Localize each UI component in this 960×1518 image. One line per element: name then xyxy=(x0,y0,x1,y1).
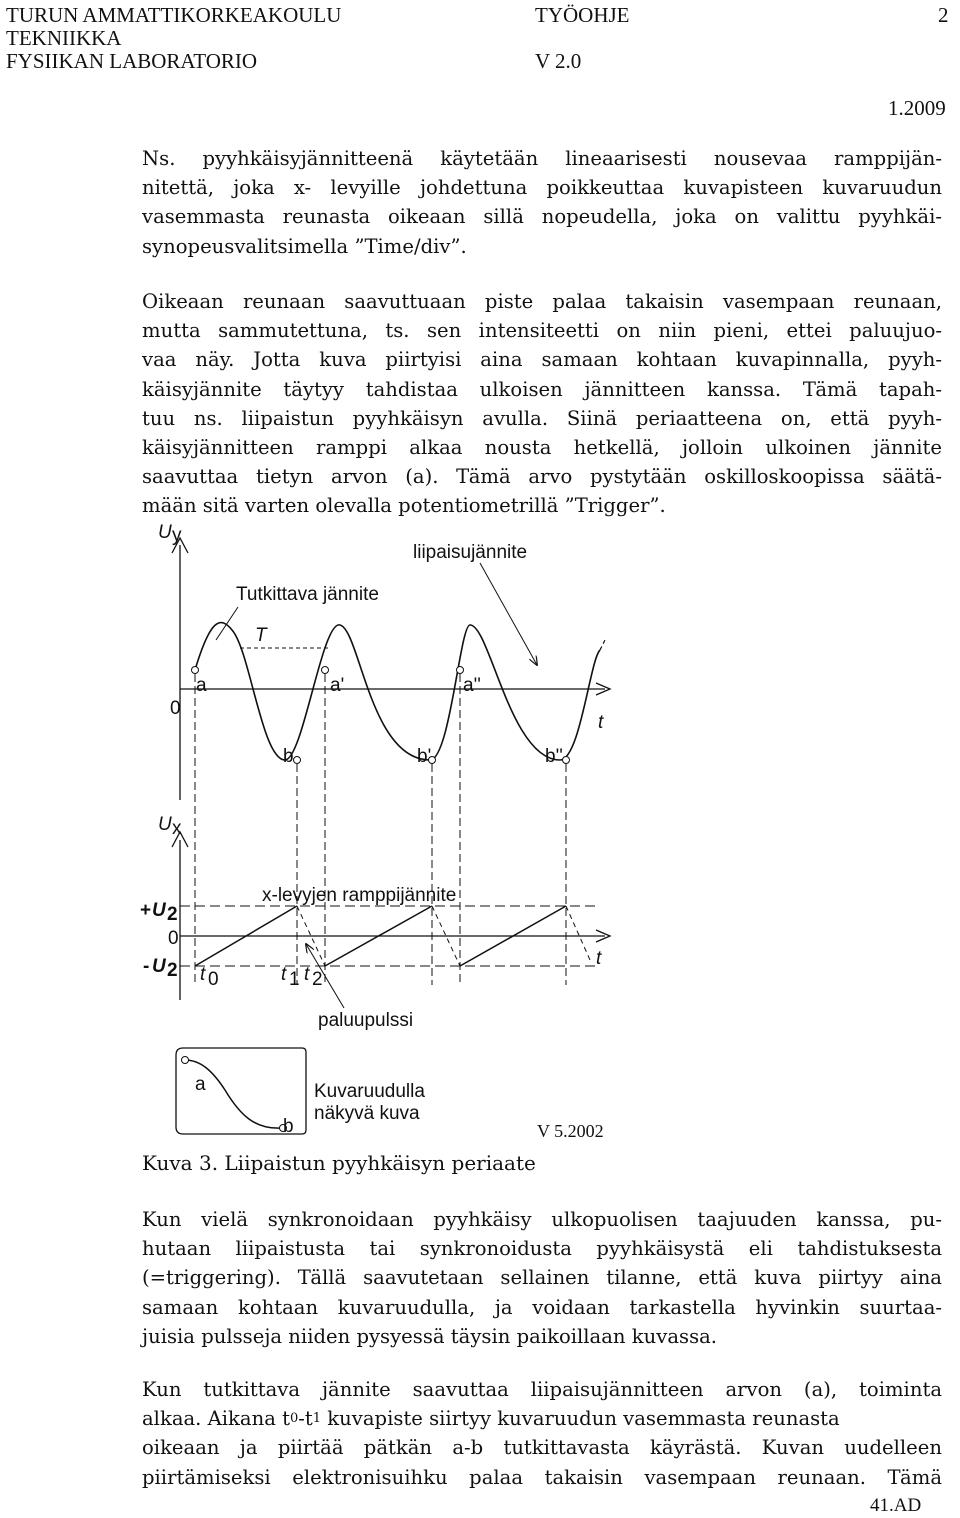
label-t2-subscript: 2 xyxy=(312,969,323,990)
text-line: mään sitä varten olevalla potentiometrillä ”Trigger”. xyxy=(142,494,666,518)
label-zero-upper: 0 xyxy=(170,698,181,719)
minus-u2-label: U xyxy=(152,956,166,977)
text-fragment: alkaa. Aikana t xyxy=(142,1407,291,1431)
plus-u2-sign: + xyxy=(140,900,152,921)
text-fragment: kuvapiste siirtyy kuvaruudun vasemmasta reunasta xyxy=(321,1407,840,1431)
label-a2: a'' xyxy=(463,675,481,696)
text-line: (=triggering). Tällä saavutetaan sellainen tilanne, että kuva piirtyy aina xyxy=(142,1266,942,1290)
label-t0: t xyxy=(200,964,206,985)
label-t1: t xyxy=(281,964,287,985)
text-fragment: -t xyxy=(298,1407,313,1431)
label-t-upper: t xyxy=(598,712,604,733)
subscript-t0: 0 xyxy=(290,1411,299,1427)
screen-text-1: Kuvaruudulla xyxy=(314,1081,425,1102)
point-a2 xyxy=(457,667,464,674)
figure-caption: Kuva 3. Liipaistun pyyhkäisyn periaate xyxy=(142,1151,536,1175)
flyback-label: paluupulssi xyxy=(318,1010,414,1031)
text-line: Kun tutkittava jännite saavuttaa liipaisujännitteen arvon (a), toiminta xyxy=(142,1378,942,1401)
header-faculty: TEKNIIKKA xyxy=(6,26,122,50)
label-b: b xyxy=(283,746,294,767)
ramp-label: x-levyjen ramppijännite xyxy=(262,885,457,906)
label-t-lower: t xyxy=(596,948,602,969)
uy-label: U xyxy=(158,522,172,543)
label-a: a xyxy=(196,675,207,696)
text-line: käisyjännite täytyy tahdistaa ulkoisen jännitteen kanssa. Tämä tapah- xyxy=(142,377,942,401)
ux-axis xyxy=(172,832,610,1000)
text-line: hutaan liipaistusta tai synkronoidusta pyyhkäisystä eli tahdistuksesta xyxy=(142,1237,942,1261)
text-line: Oikeaan reunaan saavuttuaan piste palaa takaisin vasempaan reunaan, xyxy=(142,290,942,313)
text-line: vasemmasta reunasta oikeaan sillä nopeudella, joka on valittu pyyhkäi- xyxy=(142,205,942,229)
ux-subscript: x xyxy=(172,818,182,839)
point-a xyxy=(192,667,199,674)
trigger-label: liipaisujännite xyxy=(413,542,528,563)
signal-label: Tutkittava jännite xyxy=(236,584,379,605)
text-line: Ns. pyyhkäisyjännitteenä käytetään lineaarisesti nousevaa ramppijän- xyxy=(142,147,942,170)
minus-u2-sign: - xyxy=(143,956,150,977)
period-label: T xyxy=(255,625,267,646)
text-line: tuu ns. liipaistun pyyhkäisyn avulla. Siinä periaatteena on, että pyyh- xyxy=(142,406,942,430)
screen-label-b: b xyxy=(283,1116,294,1137)
text-line xyxy=(142,1404,942,1433)
footer-code: 41.AD xyxy=(870,1495,922,1516)
text-line: vaa näy. Jotta kuva piirtyisi aina samaan kohtaan kuvapinnalla, pyyh- xyxy=(142,348,942,372)
point-a1 xyxy=(322,667,329,674)
page-number: 2 xyxy=(938,3,949,27)
label-b2: b'' xyxy=(545,746,563,767)
text-line: samaan kohtaan kuvaruudulla, ja voidaan tarkastella hyvinkin suurtaa- xyxy=(142,1295,942,1319)
label-a1: a' xyxy=(330,675,345,696)
subscript-t1: 1 xyxy=(312,1411,322,1427)
paragraph-3 xyxy=(142,1205,942,1351)
text-line: Kun vielä synkronoidaan pyyhkäisy ulkopuolisen taajuuden kanssa, pu- xyxy=(142,1208,942,1231)
screen-label-a: a xyxy=(195,1074,206,1095)
header-version: V 2.0 xyxy=(535,49,582,73)
point-b xyxy=(294,757,301,764)
figure-version: V 5.2002 xyxy=(537,1121,604,1141)
text-line: oikeaan ja piirtää pätkän a-b tutkittavasta käyrästä. Kuvan uudelleen xyxy=(142,1436,942,1460)
label-t2: t xyxy=(304,964,310,985)
minus-u2-subscript: 2 xyxy=(167,960,178,981)
text-line: saavuttaa tietyn arvon (a). Tämä arvo pystytään oskilloskoopissa säätä- xyxy=(142,465,942,489)
label-t0-subscript: 0 xyxy=(208,969,219,990)
header-doc-type: TYÖOHJE xyxy=(535,3,630,27)
point-b2 xyxy=(563,757,570,764)
text-line: mutta sammutettuna, ts. sen intensiteetti on niin pieni, ettei paluujuo- xyxy=(142,319,942,343)
header-lab: FYSIIKAN LABORATORIO xyxy=(6,49,258,73)
label-b1: b' xyxy=(417,746,432,767)
ux-label: U xyxy=(158,814,172,835)
text-line: käisyjännitteen ramppi alkaa nousta hetkellä, jolloin ulkoinen jännite xyxy=(142,436,942,460)
plus-u2-label: U xyxy=(152,900,166,921)
label-zero-lower: 0 xyxy=(168,928,179,949)
trigger-leader xyxy=(480,563,537,665)
header-date: 1.2009 xyxy=(888,96,946,120)
label-t1-subscript: 1 xyxy=(289,969,300,990)
text-line: juisia pulsseja niiden pysyessä täysin paikoillaan kuvassa. xyxy=(142,1324,718,1348)
header-university: TURUN AMMATTIKORKEAKOULU xyxy=(6,3,342,27)
text-line: piirtämiseksi elektronisuihku palaa takaisin vasempaan reunaan. Tämä xyxy=(142,1465,942,1489)
text-line: synopeusvalitsimella ”Time/div”. xyxy=(142,234,467,258)
uy-subscript: y xyxy=(172,525,182,546)
text-line: nitettä, joka x- levyille johdettuna poikkeuttaa kuvapisteen kuvaruudun xyxy=(142,176,942,200)
plus-u2-subscript: 2 xyxy=(167,904,178,925)
screen-text-2: näkyvä kuva xyxy=(314,1103,420,1124)
paragraph-4 xyxy=(142,1375,942,1492)
